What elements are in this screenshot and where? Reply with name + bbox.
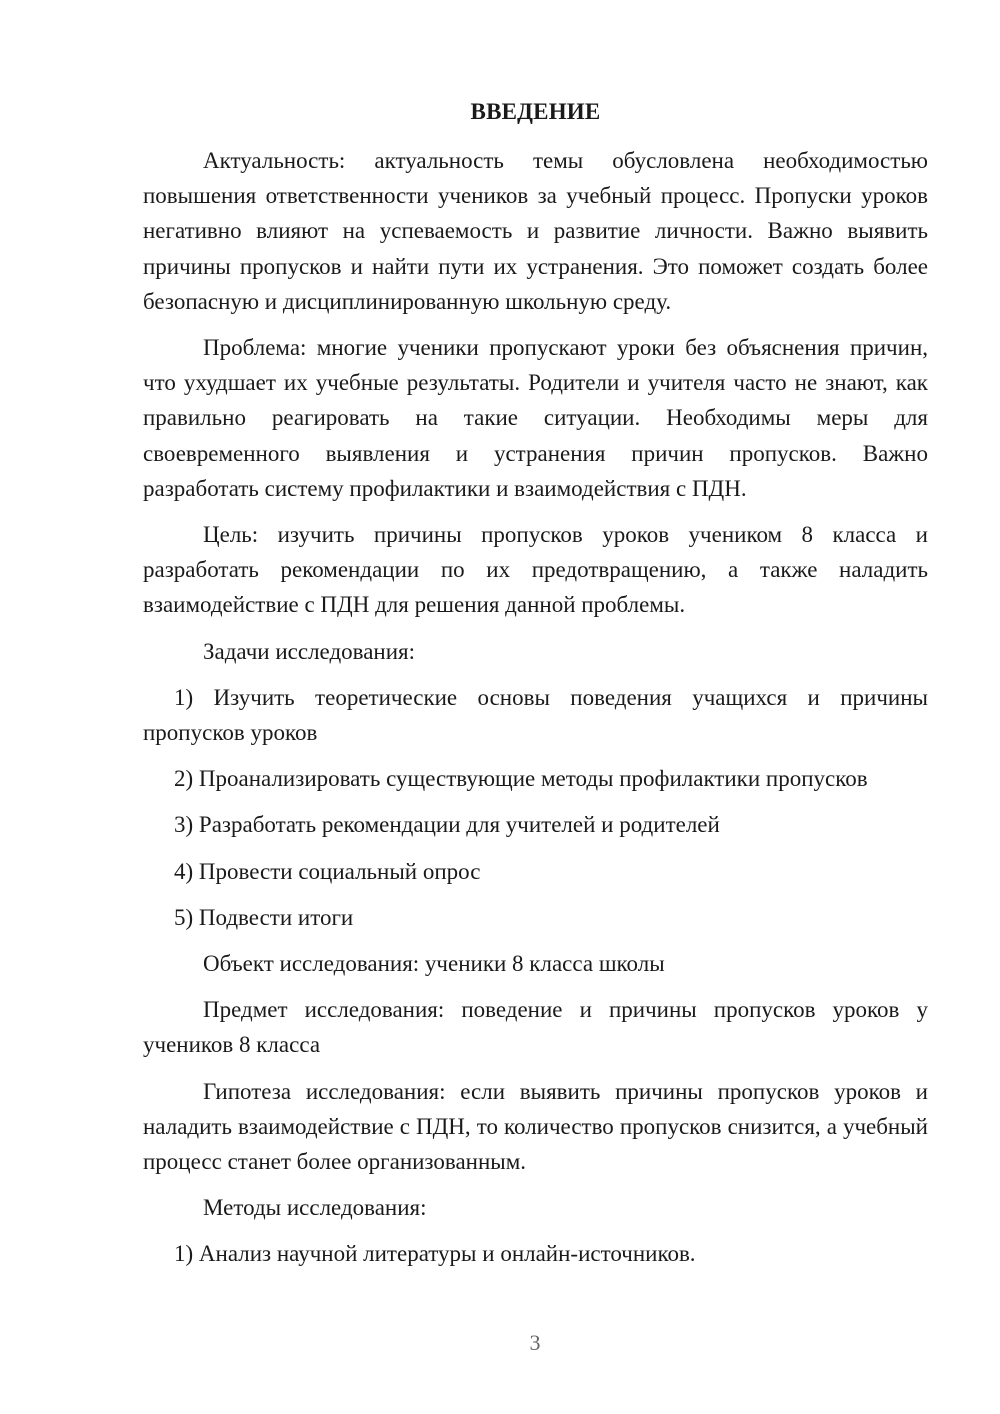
hypothesis-paragraph: Гипотеза исследования: если выявить причины пропусков уроков и наладить взаимодействие с ПДН, то количество пропусков снизится, а учебный процесс станет более организованным. (143, 1078, 928, 1175)
task-item-5: 5) Подвести итоги (174, 904, 354, 930)
task-item-1: 1) Изучить теоретические основы поведения учащихся и причины пропусков уроков (143, 684, 928, 746)
page-number: 3 (529, 1330, 541, 1355)
task-item-2: 2) Проанализировать существующие методы профилактики пропусков (174, 766, 868, 792)
tasks-heading: Задачи исследования: (203, 638, 416, 664)
problem-paragraph: Проблема: многие ученики пропускают уроки без объяснения причин, что ухудшает их учебные результаты. Родители и учителя часто не знают, как правильно реагировать на такие ситуации. Необходимы меры для своевременного выявления и устранения причин пропусков. Важно разработать систему профилактики и взаимодействия с ПДН. (143, 335, 928, 501)
method-item-1: 1) Анализ научной литературы и онлайн-источников. (174, 1241, 696, 1267)
task-item-3: 3) Разработать рекомендации для учителей и родителей (174, 812, 720, 838)
goal-paragraph: Цель: изучить причины пропусков уроков учеником 8 класса и разработать рекомендации по их предотвращению, а также наладить взаимодействие с ПДН для решения данной проблемы. (143, 522, 928, 618)
methods-heading: Методы исследования: (203, 1195, 427, 1221)
relevance-paragraph: Актуальность: актуальность темы обусловлена необходимостью повышения ответственности учеников за учебный процесс. Пропуски уроков негативно влияют на успеваемость и развитие личности. Важно выявить причины пропусков и найти пути их устранения. Это поможет создать более безопасную и дисциплинированную школьную среду. (143, 148, 928, 314)
document-page (143, 94, 928, 1283)
section-title: ВВЕДЕНИЕ (470, 99, 601, 124)
object-paragraph: Объект исследования: ученики 8 класса школы (203, 951, 665, 977)
subject-paragraph: Предмет исследования: поведение и причины пропусков уроков у учеников 8 класса (143, 997, 928, 1058)
task-item-4: 4) Провести социальный опрос (174, 858, 481, 884)
